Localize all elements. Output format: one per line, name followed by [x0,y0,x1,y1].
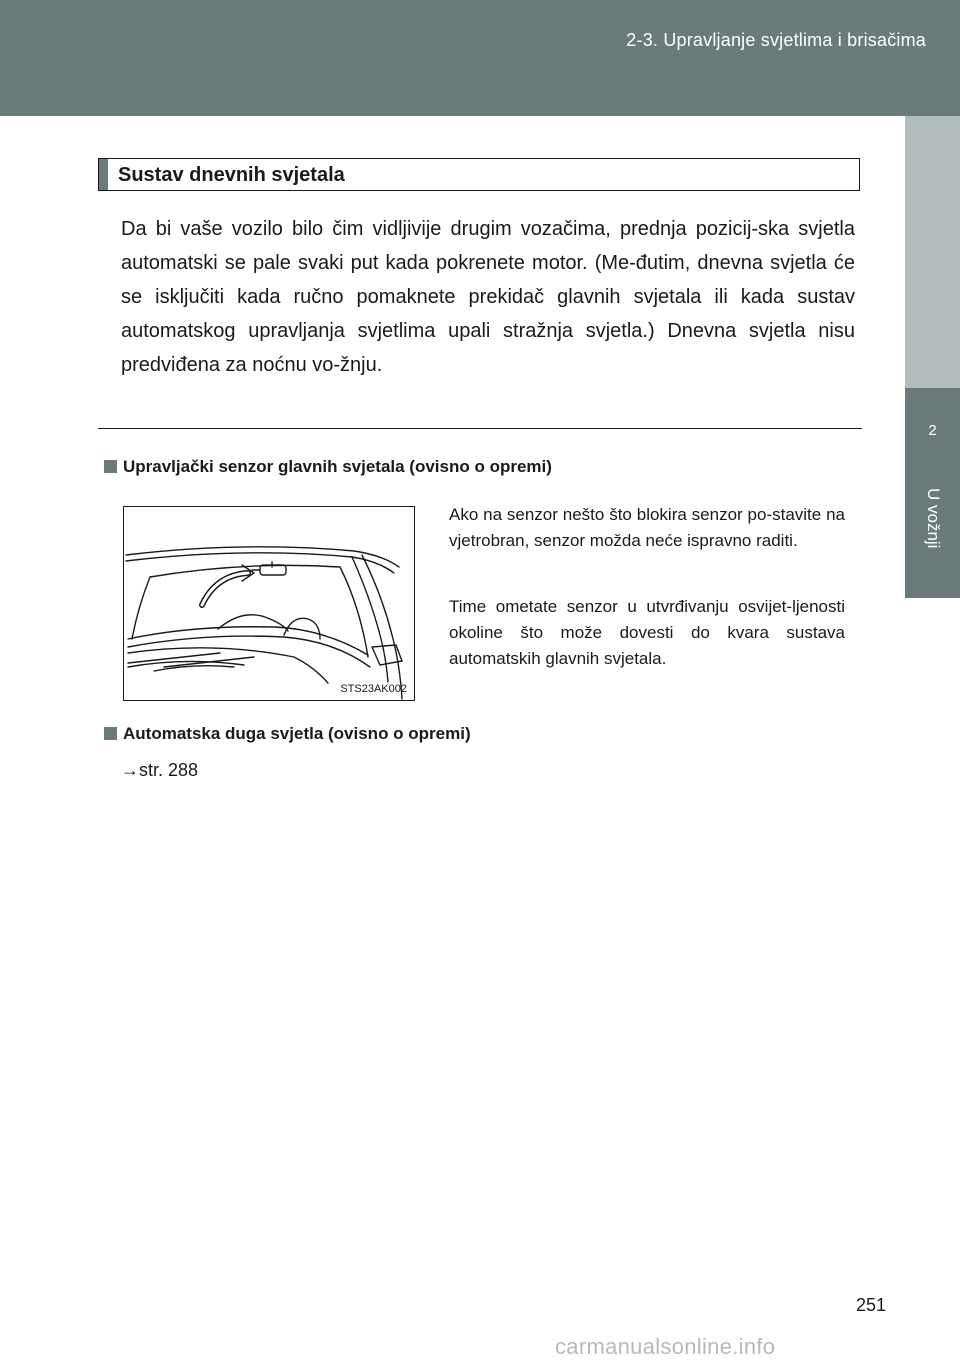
header-title: 2-3. Upravljanje svjetlima i brisačima [626,30,926,50]
subheading-text: Automatska duga svjetla (ovisno o opremi) [123,724,471,743]
section-marker [99,159,108,190]
windshield-sensor-illustration [123,506,415,701]
figure-code: STS23AK002 [340,683,407,695]
header-bar [0,0,960,116]
sensor-note-paragraph-2: Time ometate senzor u utvrđivanju osvijet-ljenosti okoline što može dovesti do kvara sustava automatskih glavnih svjetala. [449,597,845,668]
chapter-label: U vožnji [924,488,943,549]
page-number: 251 [856,1295,887,1315]
subheading-text: Upravljački senzor glavnih svjetala (ovisno o opremi) [123,457,552,476]
chapter-side-tab [905,388,960,598]
square-bullet-icon [104,460,117,473]
subheading-headlight-sensor [104,457,552,477]
sensor-note-paragraph-1: Ako na senzor nešto što blokira senzor po-stavite na vjetrobran, senzor možda neće ispravno raditi. [449,505,845,550]
section-title: Sustav dnevnih svjetala [118,164,345,186]
windshield-drawing [124,507,414,700]
section-title-box [98,158,860,191]
square-bullet-icon [104,727,117,740]
chapter-number: 2 [928,422,937,439]
page-reference-link[interactable]: →str. 288 [121,760,199,780]
subheading-auto-high-beam [104,724,471,744]
divider [98,428,862,429]
section-intro-text: Da bi vaše vozilo bilo čim vidljivije drugim vozačima, prednja pozicij-ska svjetla automatski se pale svaki put kada pokrenete motor. (Me-đutim, dnevna svjetla će se isključiti kada ručno pomaknete prekidač glavnih svjetala ili kada sustav automatskog upravljanja svjetlima upali stražnja svjetla.) Dnevna svjetla nisu predviđena za noćnu vo-žnju. [121,218,855,376]
side-tab-upper [905,116,960,388]
watermark: carmanualsonline.info [555,1334,776,1359]
